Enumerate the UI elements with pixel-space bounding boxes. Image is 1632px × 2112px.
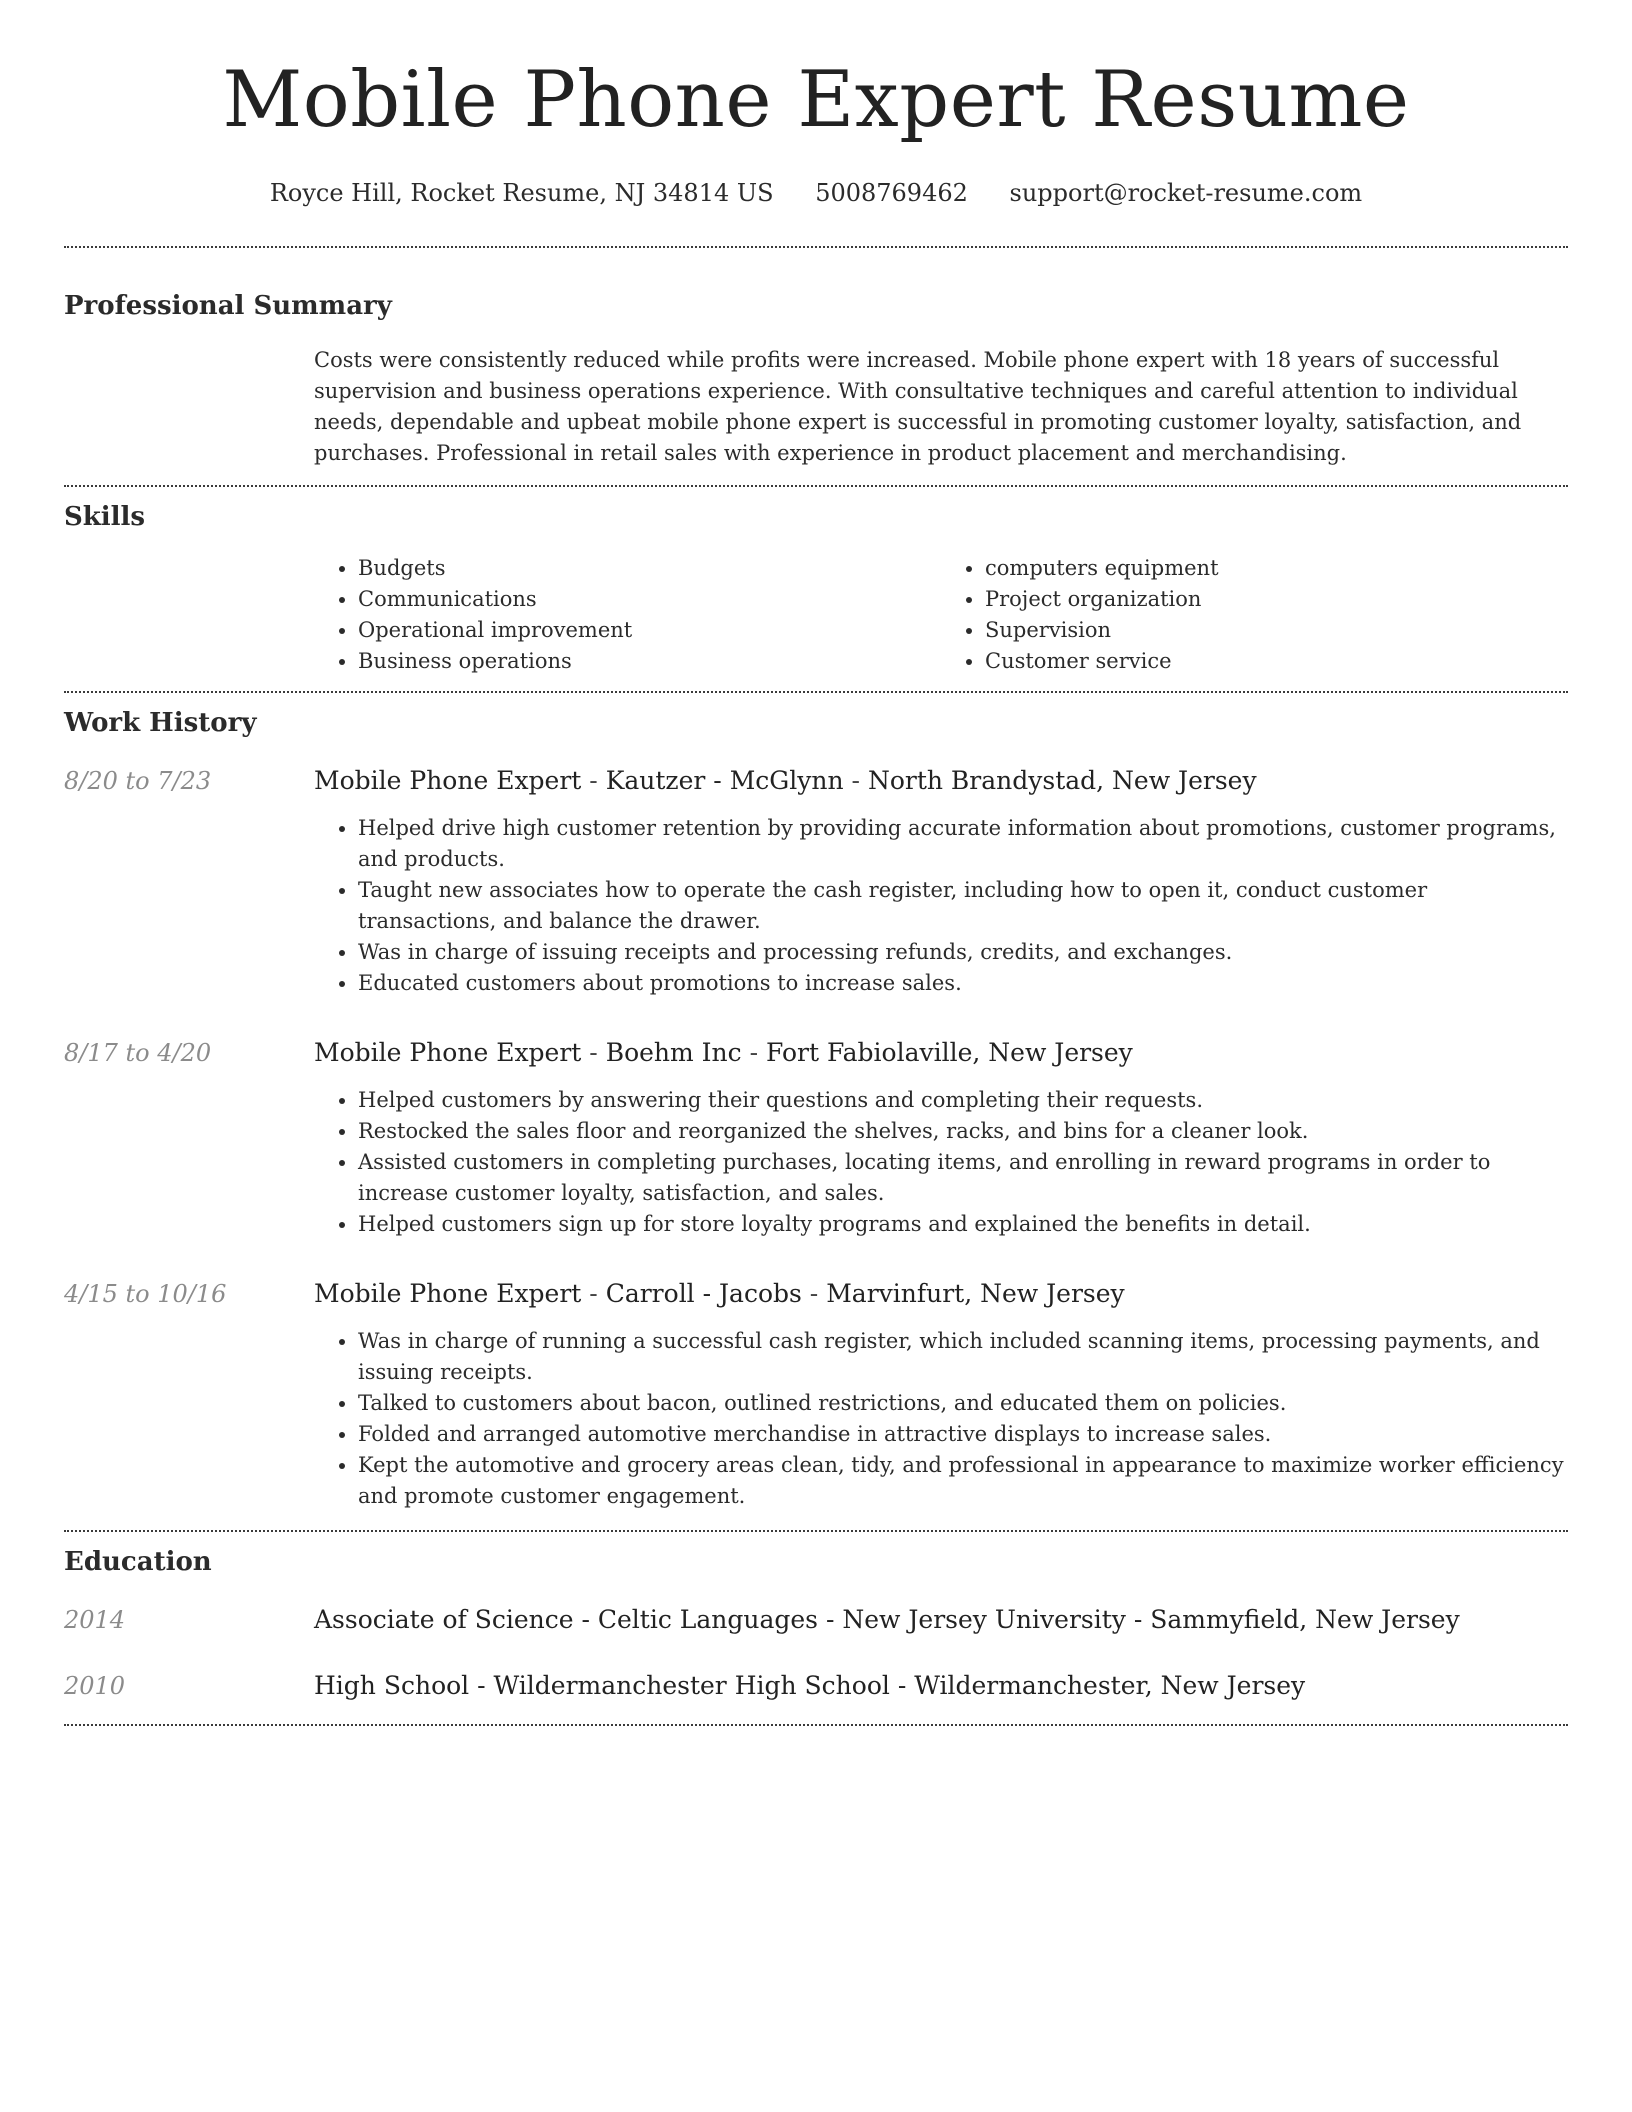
job-bullet: • Talked to customers about bacon, outlined restrictions, and educated them on policies. <box>358 1388 1568 1419</box>
education-school: New Jersey University <box>842 1605 1126 1634</box>
job-bullet: • Helped customers sign up for store loyalty programs and explained the benefits in detail. <box>358 1209 1568 1240</box>
separator: - <box>581 1038 606 1067</box>
section-title-work-history: Work History <box>64 708 257 738</box>
divider <box>64 1724 1568 1726</box>
education-entry <box>64 1604 1568 1636</box>
job-company: Carroll - Jacobs <box>605 1279 802 1308</box>
job-bullet: • Restocked the sales floor and reorganized the shelves, racks, and bins for a cleaner look. <box>358 1116 1568 1147</box>
job-heading <box>314 765 1568 797</box>
job-bullet: • Was in charge of running a successful cash register, which included scanning items, processing payments, and issuing receipts. <box>358 1326 1568 1388</box>
skill-item: • Operational improvement <box>358 615 941 646</box>
skill-item: • Project organization <box>985 584 1568 615</box>
job-bullet: • Folded and arranged automotive merchandise in attractive displays to increase sales. <box>358 1419 1568 1450</box>
job-bullet: • Helped drive high customer retention by providing accurate information about promotions, customer programs, and products. <box>358 813 1568 875</box>
skills-column-left <box>314 553 941 677</box>
job-heading <box>314 1037 1568 1069</box>
education-entry <box>64 1670 1568 1702</box>
job-title: Mobile Phone Expert <box>314 1279 582 1308</box>
education-section <box>64 1546 1568 1702</box>
education-degree: High School <box>314 1671 470 1700</box>
separator: - <box>469 1671 494 1700</box>
job-bullets <box>314 1326 1568 1512</box>
job-bullets <box>314 1085 1568 1240</box>
job-bullet: • Kept the automotive and grocery areas clean, tidy, and professional in appearance to maximize worker efficiency and promote customer engagement. <box>358 1450 1568 1512</box>
job-entry <box>64 1037 1568 1240</box>
education-location: Sammyfield, New Jersey <box>1150 1605 1460 1634</box>
job-entry <box>64 1278 1568 1512</box>
contact-line <box>64 178 1568 208</box>
education-heading <box>314 1604 1460 1636</box>
education-location: Wildermanchester, New Jersey <box>914 1671 1306 1700</box>
job-location: Marvinfurt, New Jersey <box>826 1279 1125 1308</box>
contact-address: Royce Hill, Rocket Resume, NJ 34814 US <box>269 179 774 207</box>
job-bullet: • Was in charge of issuing receipts and processing refunds, credits, and exchanges. <box>358 937 1568 968</box>
job-bullet: • Helped customers by answering their questions and completing their requests. <box>358 1085 1568 1116</box>
job-company: Kautzer - McGlynn <box>605 766 844 795</box>
skill-item: • Budgets <box>358 553 941 584</box>
job-bullets <box>314 813 1568 999</box>
job-dates: 8/17 to 4/20 <box>64 1039 212 1067</box>
divider <box>64 246 1568 248</box>
section-title-education: Education <box>64 1547 212 1577</box>
separator: - <box>889 1671 915 1700</box>
divider <box>64 691 1568 693</box>
skills-grid <box>314 553 1568 677</box>
education-year: 2010 <box>64 1672 126 1700</box>
job-bullet: • Educated customers about promotions to increase sales. <box>358 968 1568 999</box>
job-company: Boehm Inc <box>605 1038 742 1067</box>
job-title: Mobile Phone Expert <box>314 1038 582 1067</box>
job-location: Fort Fabiolaville, New Jersey <box>766 1038 1133 1067</box>
resume-title: Mobile Phone Expert Resume <box>222 55 1410 145</box>
job-location: North Brandystad, New Jersey <box>867 766 1257 795</box>
section-title-skills: Skills <box>64 502 146 532</box>
job-heading <box>314 1278 1568 1310</box>
summary-section <box>64 290 1568 469</box>
job-bullet: • Taught new associates how to operate the cash register, including how to open it, conduct customer transactions, and balance the drawer. <box>358 875 1568 937</box>
job-dates: 4/15 to 10/16 <box>64 1280 227 1308</box>
divider <box>64 485 1568 487</box>
separator: - <box>741 1038 766 1067</box>
separator: - <box>818 1605 843 1634</box>
job-entry <box>64 765 1568 999</box>
separator: - <box>1125 1605 1151 1634</box>
skill-item: • Communications <box>358 584 941 615</box>
contact-phone: 5008769462 <box>815 179 968 207</box>
separator: - <box>801 1279 827 1308</box>
skill-item: • Business operations <box>358 646 941 677</box>
separator: - <box>581 766 606 795</box>
education-school: Wildermanchester High School <box>493 1671 890 1700</box>
divider <box>64 1530 1568 1532</box>
job-dates: 8/20 to 7/23 <box>64 767 212 795</box>
skill-item: • Customer service <box>985 646 1568 677</box>
contact-email: support@rocket-resume.com <box>1009 179 1363 207</box>
education-year: 2014 <box>64 1606 126 1634</box>
skills-section <box>64 501 1568 677</box>
section-title-summary: Professional Summary <box>64 291 392 321</box>
summary-text: Costs were consistently reduced while profits were increased. Mobile phone expert with 18 years of successful supervision and business operations experience. With consultative techniques and careful attention to individual needs, dependable and upbeat mobile phone expert is successful in promoting customer loyalty, satisfaction, and purchases. Professional in retail sales with experience in product placement and merchandising. <box>314 348 1522 465</box>
skill-item: • Supervision <box>985 615 1568 646</box>
work-history-section <box>64 707 1568 1512</box>
separator: - <box>581 1279 606 1308</box>
education-heading <box>314 1670 1305 1702</box>
skills-column-right <box>941 553 1568 677</box>
education-degree: Associate of Science - Celtic Languages <box>314 1605 819 1634</box>
skill-item: • computers equipment <box>985 553 1568 584</box>
job-bullet: • Assisted customers in completing purchases, locating items, and enrolling in reward programs in order to increase customer loyalty, satisfaction, and sales. <box>358 1147 1568 1209</box>
separator: - <box>843 766 868 795</box>
job-title: Mobile Phone Expert <box>314 766 582 795</box>
